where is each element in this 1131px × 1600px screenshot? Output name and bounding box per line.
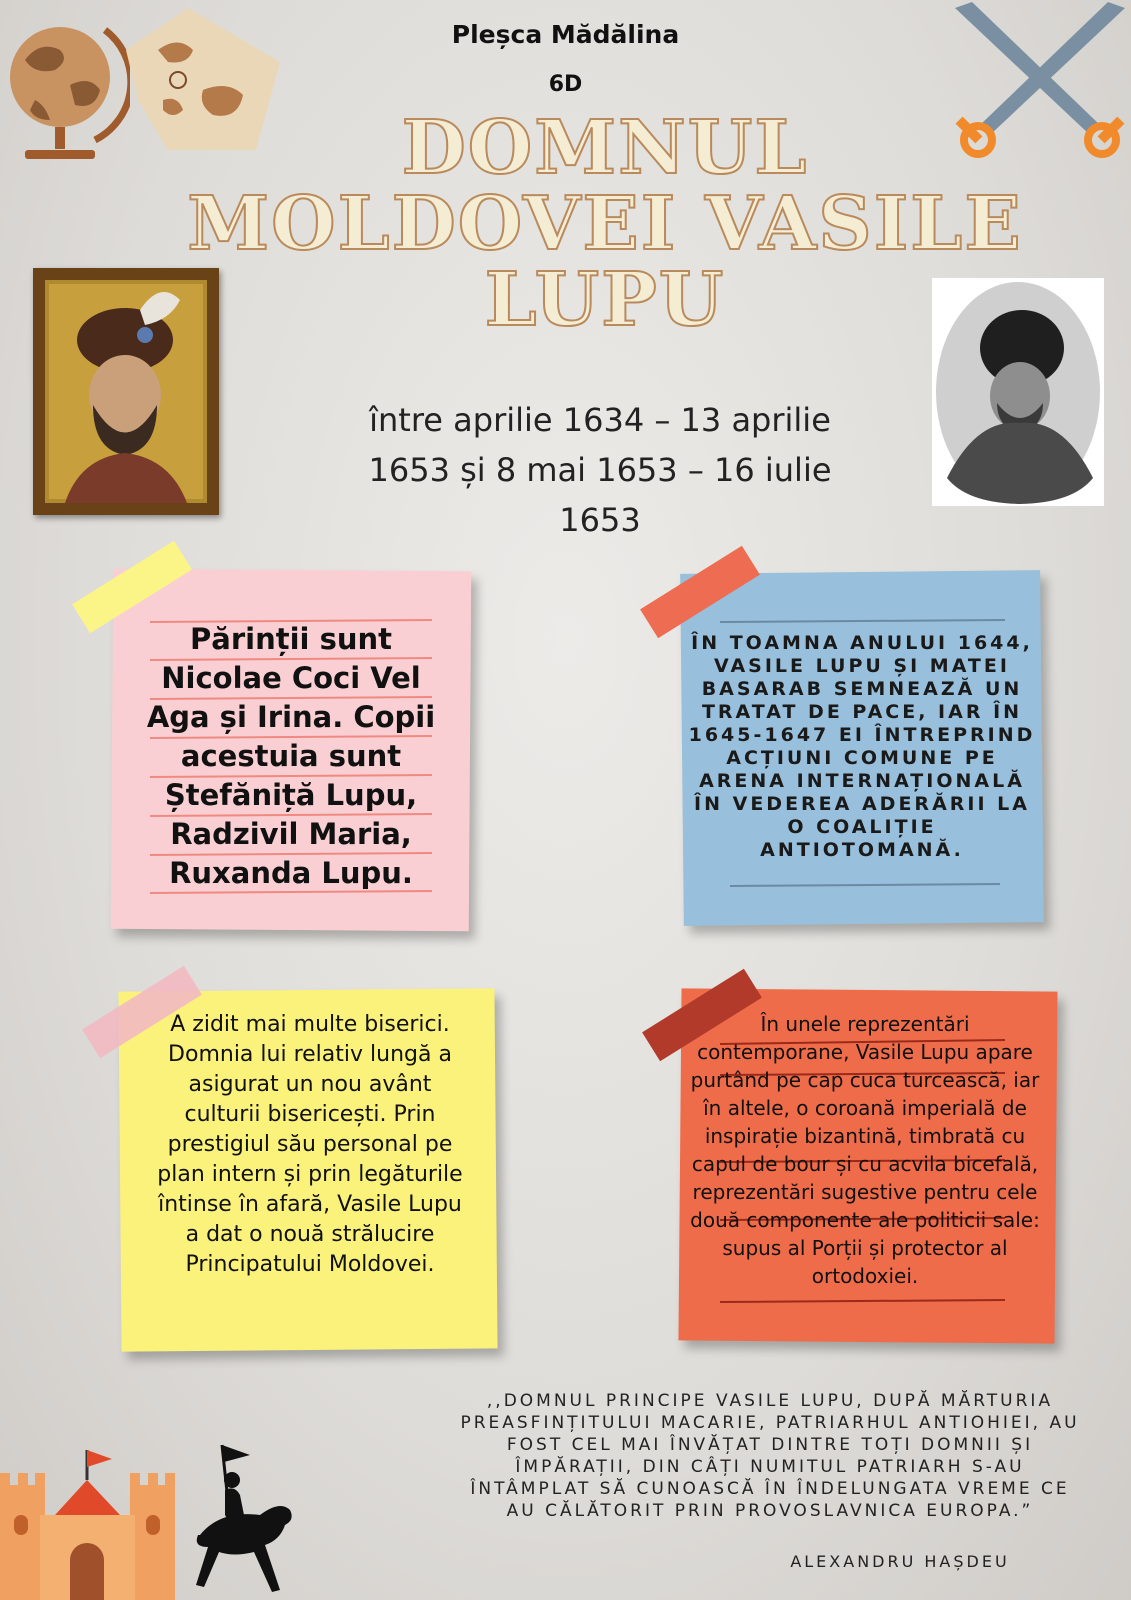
note-treaty-text: ÎN TOAMNA ANULUI 1644, VASILE LUPU ȘI MATEI BASARAB SEMNEAZĂ UN TRATAT DE PACE, IAR ÎN 1645-1647 EI ÎNTREPRIND ACȚIUNI COMUNE PE ARENA INTERNAȚIONALĂ ÎN VEDEREA ADERĂRII LA O COALIȚIE ANTIOTOMANĂ. [688, 632, 1036, 861]
author-name: Pleșca Mădălina [451, 20, 680, 49]
class-label: 6D [548, 72, 583, 97]
reign-dates: între aprilie 1634 – 13 aprilie 1653 și 8 mai 1653 – 16 iulie 1653 [368, 401, 832, 539]
note-crown-text: În unele reprezentări contemporane, Vasile Lupu apare purtând pe cap cuca turcească, iar în altele, o coroană imperială de inspirație bizantină, timbrată cu capul de bour și cu acvila bicefală, reprezentări sugestive pentru cele două componente ale politicii sale: supus al Porții și protector al ortodoxiei. [690, 1012, 1040, 1288]
note-parents-text: Părinții sunt Nicolae Coci Vel Aga și Irina. Copii acestuia sunt Ștefăniță Lupu, Radzivil Maria, Ruxanda Lupu. [146, 622, 436, 890]
castle-icon [0, 1445, 175, 1600]
quote-author: ALEXANDRU HAȘDEU [790, 1552, 1010, 1571]
horse-rider-icon [170, 1440, 310, 1600]
note-churches-text: A zidit mai multe biserici. Domnia lui relativ lungă a asigurat un nou avânt culturii bisericești. Prin prestigiul său personal pe plan intern și prin legăturile întinse în afară, Vasile Lupu a dat o nouă strălucire Principatului Moldovei. [157, 1012, 463, 1277]
page-title: DOMNUL MOLDOVEI VASILE LUPU [187, 105, 1023, 343]
quote-text: ,,DOMNUL PRINCIPE VASILE LUPU, DUPĂ MĂRTURIA PREASFINȚITULUI MACARIE, PATRIARHUL ANTIOHIEI, AU FOST CEL MAI ÎNVĂȚAT DINTRE TOȚI DOMNII ȘI ÎMPĂRAȚII, DIN CÂȚI NUMITUL PATRIARH S-AU ÎNTÂMPLAT SĂ CUNOASCĂ ÎN ÎNDELUNGATA VREME CE AU CĂLĂTORIT PRIN PROVOSLAVNICA EUROPA.” [460, 1391, 1080, 1521]
